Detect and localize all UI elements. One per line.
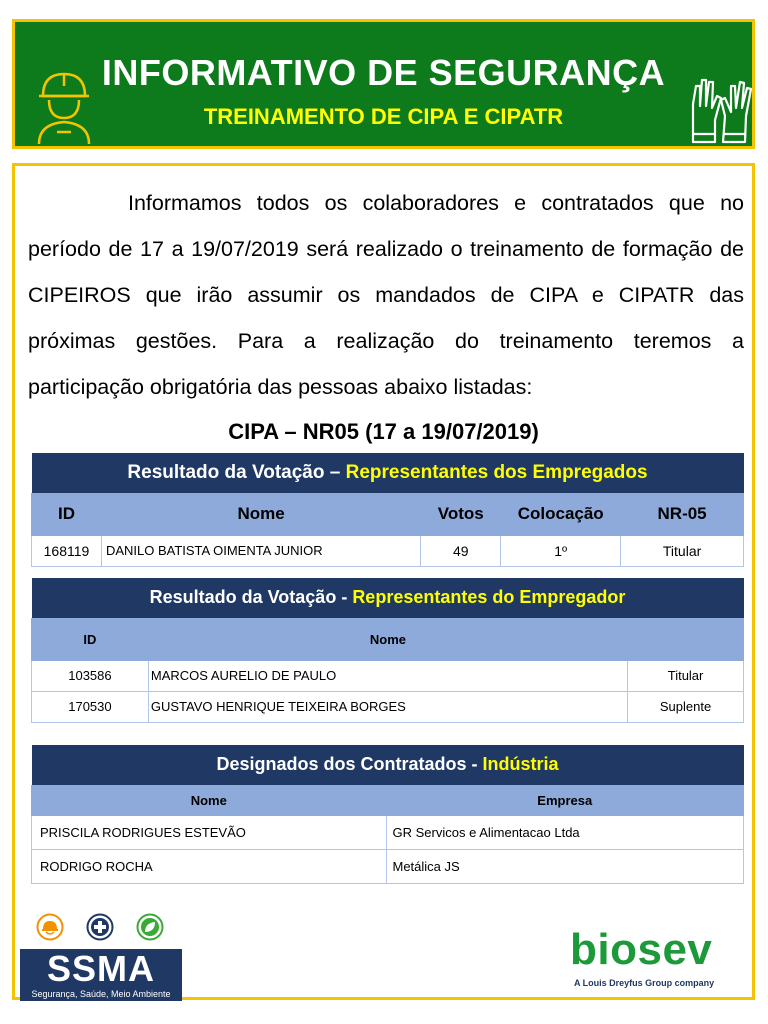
cell-colocacao: 1º (501, 535, 621, 566)
leaf-icon (136, 913, 164, 941)
cipa-title: CIPA – NR05 (17 a 19/07/2019) (228, 419, 539, 444)
table-row (32, 815, 744, 849)
cell-id: 168119 (32, 535, 102, 566)
table-title-row (32, 745, 744, 785)
col-header-nr05: NR-05 (621, 493, 744, 535)
col-header-id: ID (32, 618, 149, 660)
cell-funcao: Titular (628, 660, 744, 691)
col-header-votos: Votos (421, 493, 501, 535)
table-representantes-empregador (31, 578, 744, 723)
table-designados-contratados (31, 745, 744, 884)
table-row (32, 535, 744, 566)
content-panel (12, 163, 755, 1000)
table-title-highlight: Indústria (482, 754, 559, 775)
cell-nome: DANILO BATISTA OIMENTA JUNIOR (101, 535, 420, 566)
biosev-logo-text: biosev (570, 925, 713, 974)
col-header-nome: Nome (32, 785, 387, 815)
ssma-logo-text: SSMA (46, 948, 155, 989)
col-header-funcao (628, 618, 744, 660)
biosev-logo (570, 925, 740, 993)
cell-empresa: Metálica JS (386, 849, 744, 883)
cell-id: 170530 (32, 691, 149, 722)
col-header-nome: Nome (101, 493, 420, 535)
cell-empresa: GR Servicos e Alimentacao Ltda (386, 815, 744, 849)
gloves-icon (687, 74, 757, 146)
page-subtitle: TREINAMENTO DE CIPA E CIPATR (203, 104, 564, 129)
table-representantes-empregados (31, 453, 744, 567)
table-header-row (32, 785, 744, 815)
table-title (32, 453, 744, 493)
cell-nome: MARCOS AURELIO DE PAULO (148, 660, 627, 691)
table-title (32, 745, 744, 785)
intro-text: Informamos todos os colaboradores e contratados que no período de 17 a 19/07/2019 será realizado o treinamento de formação de CIPEIROS que irão assumir os mandados de CIPA e CIPATR das próximas gestões. Para a realização do treinamento teremos a participação obrigatória das pessoas abaixo listadas: (28, 191, 744, 399)
cell-funcao: Suplente (628, 691, 744, 722)
cell-nome: PRISCILA RODRIGUES ESTEVÃO (32, 815, 387, 849)
col-header-id: ID (32, 493, 102, 535)
helmet-icon (36, 913, 64, 941)
col-header-empresa: Empresa (386, 785, 744, 815)
health-cross-icon (86, 913, 114, 941)
cell-nr05: Titular (621, 535, 744, 566)
col-header-colocacao: Colocação (501, 493, 621, 535)
cell-id: 103586 (32, 660, 149, 691)
table-title-highlight: Representantes do Empregador (352, 587, 626, 608)
cell-votos: 49 (421, 535, 501, 566)
intro-paragraph (28, 180, 744, 410)
table-row (32, 691, 744, 722)
table-title-prefix: Designados dos Contratados - (216, 754, 483, 775)
biosev-tagline: A Louis Dreyfus Group company (574, 978, 715, 988)
table-row (32, 660, 744, 691)
table-title (32, 578, 744, 618)
table-title-row (32, 453, 744, 493)
ssma-logo (20, 913, 182, 1001)
col-header-nome: Nome (148, 618, 627, 660)
cell-nome: GUSTAVO HENRIQUE TEIXEIRA BORGES (148, 691, 627, 722)
table-header-row (32, 618, 744, 660)
table-title-prefix: Resultado da Votação – (127, 461, 346, 483)
table-row (32, 849, 744, 883)
header-banner (12, 19, 755, 149)
table-title-highlight: Representantes dos Empregados (345, 461, 648, 483)
cell-nome: RODRIGO ROCHA (32, 849, 387, 883)
table-title-prefix: Resultado da Votação - (149, 587, 353, 608)
table-title-row (32, 578, 744, 618)
page-title: INFORMATIVO DE SEGURANÇA (101, 52, 666, 93)
table-header-row (32, 493, 744, 535)
ssma-tagline: Segurança, Saúde, Meio Ambiente (31, 989, 171, 999)
